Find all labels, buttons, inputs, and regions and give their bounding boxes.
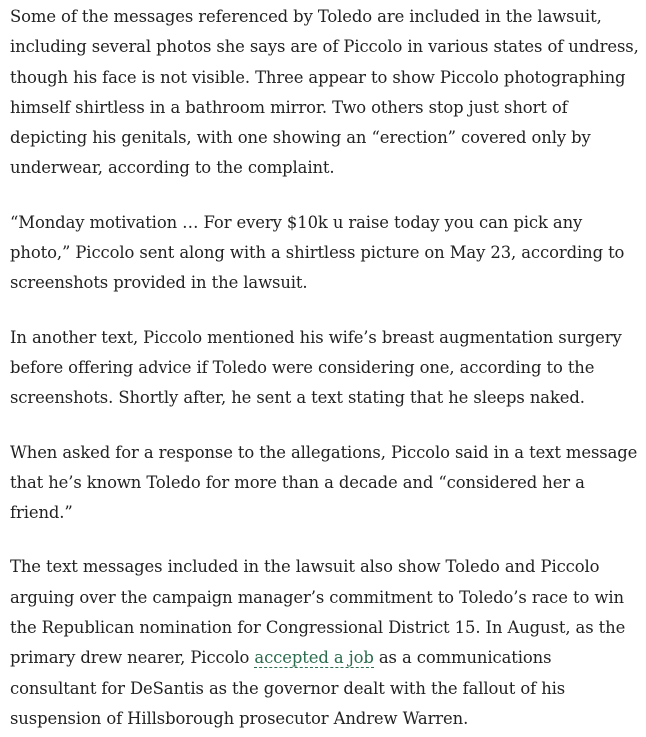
article-paragraph-4: When asked for a response to the allegations, Piccolo said in a text message that he’s known Toledo for more than a decade and “considered her a friend.” — [10, 442, 638, 523]
article-paragraph-3: In another text, Piccolo mentioned his wife’s breast augmentation surgery before offering advice if Toledo were considering one, according to the screenshots. Shortly after, he sent a text stating that he sleeps naked. — [10, 327, 622, 408]
article-paragraph-1: Some of the messages referenced by Toledo are included in the lawsuit, including several photos she says are of Piccolo in various states of undress, though his face is not visible. Three appear to show Piccolo photographing himself shirtless in a bathroom mirror. Two others stop just short of depicting his genitals, with one showing an “erection” covered only by underwear, according to the complaint. — [10, 7, 639, 178]
paragraph-text-after-link: as a communications consultant for DeSantis as the governor dealt with the fallout of his suspension of Hillsborough prosecutor Andrew Warren. — [10, 648, 566, 728]
article-body — [10, 2, 640, 734]
article-paragraph-5 — [10, 552, 640, 734]
accepted-a-job-link[interactable]: accepted a job — [254, 648, 374, 668]
article-paragraph-2: “Monday motivation … For every $10k u raise today you can pick any photo,” Piccolo sent along with a shirtless picture on May 23, according to screenshots provided in the lawsuit. — [10, 212, 625, 293]
paragraph-text-before-link: The text messages included in the lawsuit also show Toledo and Piccolo arguing over the campaign manager’s commitment to Toledo’s race to win the Republican nomination for Congressional District 15. In August, as the primary drew nearer, Piccolo — [10, 557, 626, 668]
